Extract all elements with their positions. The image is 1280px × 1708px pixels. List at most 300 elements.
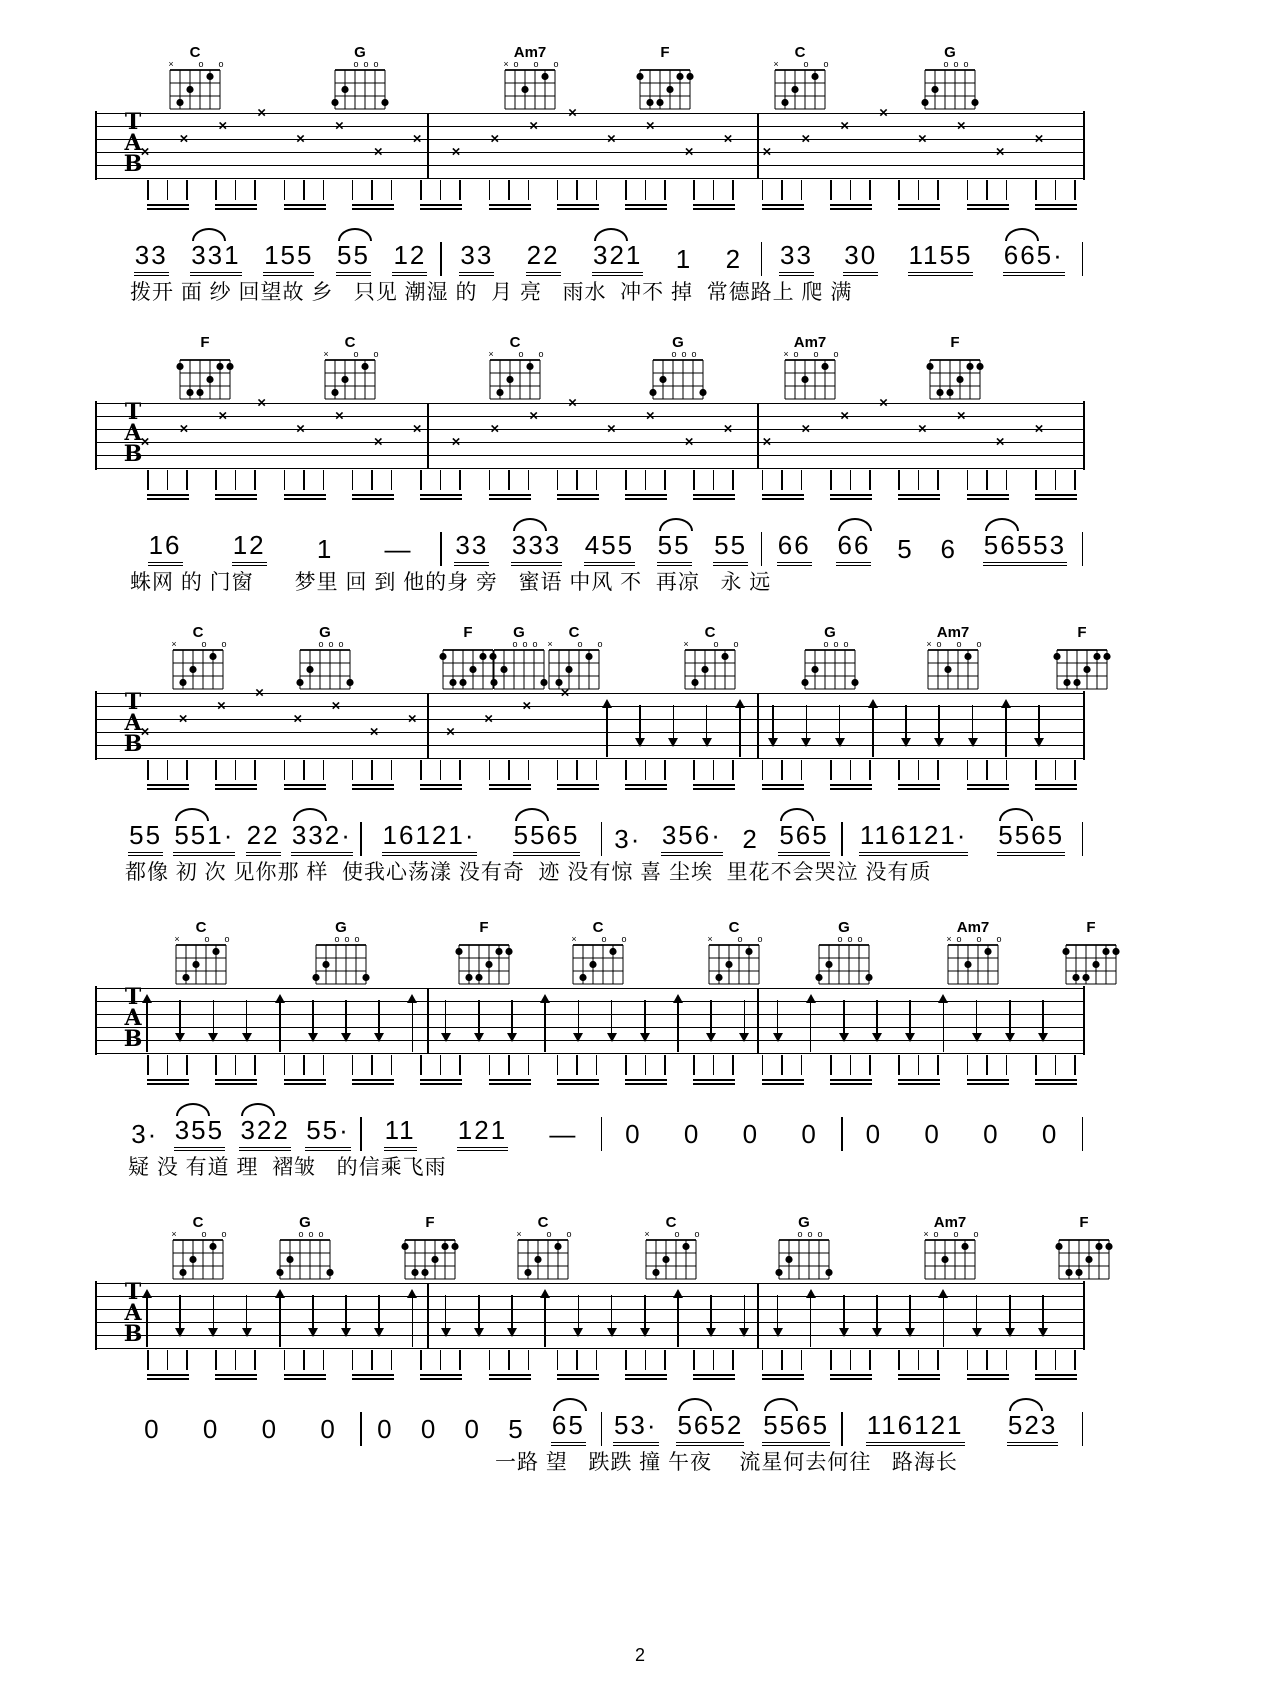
finger-dot (479, 653, 486, 660)
arrow-stem (611, 1000, 613, 1036)
muted-string-icon: × (783, 349, 789, 359)
chord-name-label: F (425, 1214, 435, 1231)
note-group: 455 (584, 530, 635, 566)
fretboard-grid (296, 649, 354, 691)
chord-name-label: C (728, 919, 740, 936)
finger-dot (1102, 948, 1109, 955)
string-markers (1062, 935, 1120, 944)
arrow-stem (744, 1295, 746, 1331)
beam-stem (869, 1350, 871, 1370)
note-group: 53· (613, 1410, 659, 1446)
note-group: 523 (1007, 1410, 1058, 1446)
tab-barline (757, 1283, 759, 1348)
beam-stem (1055, 180, 1057, 200)
note-group: 0 (261, 1414, 279, 1444)
beam-stem (596, 470, 598, 490)
finger-dot (331, 389, 338, 396)
beam-stem (508, 1055, 510, 1075)
cross-mark-icon: × (407, 710, 417, 728)
string-markers (926, 350, 984, 359)
tab-letter: B (123, 151, 143, 177)
strum-down-arrow-icon (702, 705, 712, 747)
beam-group (830, 180, 872, 210)
beam-group (762, 760, 804, 790)
tie-arc (515, 808, 549, 821)
tie-arc (985, 518, 1019, 531)
open-string-icon: o (318, 1229, 324, 1239)
beam-stem (596, 760, 598, 780)
lyrics-line: 疑 没 有道 理 褶皱 的信乘飞雨 (128, 1156, 447, 1179)
note-group: 65 (551, 1410, 586, 1446)
strum-down-arrow-icon (972, 1295, 982, 1337)
strum-up-arrow-icon (540, 1289, 550, 1347)
strum-down-arrow-icon (607, 1295, 617, 1337)
beam-group (557, 1350, 599, 1380)
staff-line (97, 1283, 1083, 1284)
tab-letter: A (124, 1005, 142, 1031)
open-string-icon: o (757, 934, 763, 944)
chord-row (95, 335, 1085, 401)
strum-down-arrow-icon (341, 1000, 351, 1042)
arrow-head-down (308, 1328, 318, 1337)
tab-barline (427, 988, 429, 1053)
beam-stem (918, 470, 920, 490)
fretboard-grid (501, 69, 559, 111)
beam-stem (508, 470, 510, 490)
note-group: 5652 (676, 1410, 744, 1446)
cross-mark-icon: × (373, 143, 383, 161)
string-markers (815, 935, 873, 944)
strum-down-arrow-icon (242, 1295, 252, 1337)
arrow-head-down (773, 1033, 783, 1042)
notation-measure (444, 240, 759, 276)
string-markers (944, 935, 1002, 944)
open-string-icon: o (943, 59, 949, 69)
open-string-icon: o (318, 639, 324, 649)
beam-stem (762, 1350, 764, 1370)
muted-string-icon: × (488, 349, 494, 359)
arrow-stem (706, 705, 708, 741)
finger-dot (691, 679, 698, 686)
finger-dot (451, 1243, 458, 1250)
string-markers (172, 935, 230, 944)
open-string-icon: o (694, 1229, 700, 1239)
tie-arc (176, 1103, 210, 1116)
arrow-head-up (673, 1289, 683, 1298)
arrow-stem (412, 1000, 414, 1052)
beam-stem (937, 180, 939, 200)
finger-dot (815, 974, 822, 981)
beam-group (147, 760, 189, 790)
strum-down-arrow-icon (208, 1295, 218, 1337)
beam-stem (420, 180, 422, 200)
arrow-head-down (1038, 1033, 1048, 1042)
arrow-head-down (835, 738, 845, 747)
tab-letter: A (124, 710, 142, 736)
chord-name-label: F (950, 334, 960, 351)
strum-down-arrow-icon (668, 705, 678, 747)
tie-arc (513, 518, 547, 531)
beam-stem (625, 180, 627, 200)
arrow-head-down (1038, 1328, 1048, 1337)
finger-dot (865, 974, 872, 981)
chord-name-label: G (838, 919, 850, 936)
beam-stem (215, 470, 217, 490)
beam-stem (440, 760, 442, 780)
cross-mark-icon: × (684, 143, 694, 161)
staff-line (97, 152, 1083, 153)
cross-mark-icon: × (522, 697, 532, 715)
string-markers (921, 1230, 979, 1239)
open-string-icon: o (546, 1229, 552, 1239)
beam-stem (664, 1350, 666, 1370)
beam-group (625, 180, 667, 210)
tab-letter: B (123, 1321, 143, 1347)
beam-stem (967, 1055, 969, 1075)
beam-stem (371, 470, 373, 490)
beam-group (489, 1055, 531, 1085)
arrow-head-down (507, 1033, 517, 1042)
string-markers (924, 640, 982, 649)
beam-stem (1035, 1055, 1037, 1075)
beam-stem (762, 760, 764, 780)
open-string-icon: o (621, 934, 627, 944)
finger-dot (946, 389, 953, 396)
arrow-head-up (540, 1289, 550, 1298)
beam-group (898, 470, 940, 500)
finger-dot (961, 1243, 968, 1250)
note-group: 155 (263, 240, 314, 276)
strum-down-arrow-icon (640, 1295, 650, 1337)
note-group: — (549, 1119, 578, 1149)
beam-stem (186, 760, 188, 780)
finger-dot (179, 679, 186, 686)
beam-group (967, 1055, 1009, 1085)
beam-group (693, 470, 735, 500)
open-string-icon: o (803, 59, 809, 69)
note-group: 33 (459, 240, 494, 276)
tab-staff (95, 684, 1085, 760)
arrow-stem (578, 1295, 580, 1331)
arrow-head-down (474, 1328, 484, 1337)
open-string-icon: o (538, 349, 544, 359)
cross-mark-icon: × (490, 420, 500, 438)
notation-measure (604, 1410, 839, 1446)
arrow-stem (179, 1000, 181, 1036)
beam-group (557, 470, 599, 500)
strum-down-arrow-icon (374, 1000, 384, 1042)
beam-stem (235, 760, 237, 780)
arrow-stem (644, 1295, 646, 1331)
beam-stem (284, 470, 286, 490)
tab-staff (95, 394, 1085, 470)
beam-group (215, 1055, 257, 1085)
tie-arc (553, 1398, 587, 1411)
finger-dot (801, 376, 808, 383)
string-markers (545, 640, 603, 649)
muted-string-icon: × (171, 639, 177, 649)
finger-dot (941, 1256, 948, 1263)
note-group: 66 (836, 530, 871, 566)
beam-stem (850, 1055, 852, 1075)
open-string-icon: o (996, 934, 1002, 944)
system-2 (95, 335, 1085, 596)
beam-stem (440, 470, 442, 490)
strum-down-arrow-icon (175, 1295, 185, 1337)
beam-stem (850, 760, 852, 780)
finger-dot (1073, 679, 1080, 686)
chord-name-label: C (568, 624, 580, 641)
note-group: 0 (865, 1119, 883, 1149)
notation-barline (440, 242, 442, 276)
open-string-icon: o (823, 59, 829, 69)
tab-letter: T (124, 984, 142, 1010)
beam-stem (215, 1055, 217, 1075)
finger-dot (662, 1256, 669, 1263)
beam-stem (850, 1350, 852, 1370)
notation-measure (604, 820, 839, 856)
arrow-stem (213, 1000, 215, 1036)
note-group: 55 (657, 530, 692, 566)
finger-dot (186, 86, 193, 93)
finger-dot (362, 974, 369, 981)
beam-stem (801, 470, 803, 490)
strum-down-arrow-icon (773, 1295, 783, 1337)
arrow-head-down (1005, 1033, 1015, 1042)
strum-down-arrow-icon (341, 1295, 351, 1337)
beam-group (898, 760, 940, 790)
string-markers (331, 60, 389, 69)
finger-dot (505, 948, 512, 955)
arrow-stem (578, 1000, 580, 1036)
notation-measure (604, 1119, 839, 1151)
arrow-head-up (1001, 699, 1011, 708)
notation-barline (601, 1412, 603, 1446)
arrow-head-down (242, 1033, 252, 1042)
beam-stem (235, 1350, 237, 1370)
note-group: 321 (592, 240, 643, 276)
finger-dot (646, 99, 653, 106)
staff-line (97, 758, 1083, 759)
arrow-head-down (242, 1328, 252, 1337)
notation-measure (845, 820, 1080, 856)
beam-stem (1055, 470, 1057, 490)
beam-stem (391, 470, 393, 490)
strum-up-arrow-icon (938, 1289, 948, 1347)
cross-mark-icon: × (607, 420, 616, 438)
finger-dot (1062, 948, 1069, 955)
string-markers (501, 60, 559, 69)
finger-dot (209, 653, 216, 660)
note-group: 55 (336, 240, 371, 276)
beam-stem (918, 760, 920, 780)
finger-dot (966, 363, 973, 370)
chord-name-label: G (335, 919, 347, 936)
chord-name-label: C (189, 44, 201, 61)
beam-stem (986, 1055, 988, 1075)
cross-mark-icon: × (216, 697, 226, 715)
string-markers (455, 935, 513, 944)
notation-barline (841, 822, 843, 856)
notation-measure (444, 530, 759, 566)
beam-group (284, 470, 326, 500)
beam-stem (693, 180, 695, 200)
notation-measure (364, 820, 599, 856)
string-markers (514, 1230, 572, 1239)
beam-stem (967, 470, 969, 490)
note-group: 66 (777, 530, 812, 566)
beam-group (898, 1350, 940, 1380)
beam-stem (167, 760, 169, 780)
chord-diagram (702, 920, 766, 986)
string-markers (276, 1230, 334, 1239)
beam-stem (967, 1350, 969, 1370)
fretboard-grid (1062, 944, 1120, 986)
beam-stem (801, 180, 803, 200)
beam-stem (147, 760, 149, 780)
finger-dot (312, 974, 319, 981)
cross-mark-icon: × (179, 420, 189, 438)
fretboard-grid (649, 359, 707, 401)
finger-dot (495, 948, 502, 955)
finger-dot (176, 99, 183, 106)
arrow-head-down (607, 1328, 617, 1337)
tie-arc (594, 228, 628, 241)
notation-barline (601, 822, 603, 856)
beam-group (352, 760, 394, 790)
arrow-head-up (602, 699, 612, 708)
arrow-head-down (668, 738, 678, 747)
arrow-head-down (773, 1328, 783, 1337)
beam-group (898, 1055, 940, 1085)
fretboard-grid (775, 1239, 833, 1281)
chord-row (95, 1214, 1089, 1281)
cross-mark-icon: × (412, 130, 422, 148)
arrow-stem (710, 1295, 712, 1331)
arrow-stem (710, 1000, 712, 1036)
arrow-head-down (702, 738, 712, 747)
muted-string-icon: × (926, 639, 932, 649)
cross-mark-icon: × (451, 433, 461, 451)
notation-barline (1082, 822, 1084, 856)
open-string-icon: o (843, 639, 849, 649)
arrow-head-down (905, 1033, 915, 1042)
chord-diagram (163, 45, 227, 111)
beam-stem (489, 1055, 491, 1075)
finger-dot (186, 389, 193, 396)
finger-dot (976, 363, 983, 370)
fretboard-grid (169, 649, 227, 691)
arrow-head-up (407, 994, 417, 1003)
open-string-icon: o (837, 934, 843, 944)
fretboard-grid (276, 1239, 334, 1281)
open-string-icon: o (354, 934, 360, 944)
arrow-head-down (640, 1328, 650, 1337)
fretboard-grid (490, 649, 548, 691)
cross-mark-icon: × (762, 143, 772, 161)
finger-dot (781, 99, 788, 106)
beam-stem (391, 1350, 393, 1370)
string-markers (921, 60, 979, 69)
open-string-icon: o (681, 349, 687, 359)
arrow-head-down (839, 1033, 849, 1042)
cross-mark-icon: × (529, 407, 539, 425)
note-group: 33 (779, 240, 814, 276)
finger-dot (326, 1269, 333, 1276)
beam-stem (391, 1055, 393, 1075)
finger-dot (801, 679, 808, 686)
cross-mark-icon: × (560, 684, 570, 702)
beam-stem (284, 1350, 286, 1370)
beam-stem (664, 180, 666, 200)
arrow-stem (644, 1000, 646, 1036)
beam-stem (254, 760, 256, 780)
beam-group (762, 1350, 804, 1380)
muted-string-icon: × (707, 934, 713, 944)
fretboard-grid (771, 69, 829, 111)
note-group: 116121· (859, 820, 969, 856)
finger-dot (636, 73, 643, 80)
tab-staff (95, 986, 1085, 1055)
beam-stem (1074, 470, 1076, 490)
chord-name-label: F (479, 919, 489, 936)
beam-stem (645, 470, 647, 490)
arrow-head-down (706, 1328, 716, 1337)
strum-up-arrow-icon (407, 1289, 417, 1347)
note-group: 55· (305, 1115, 351, 1151)
finger-dot (411, 1269, 418, 1276)
beam-stem (508, 760, 510, 780)
fretboard-grid (815, 944, 873, 986)
chord-name-label: C (665, 1214, 677, 1231)
string-markers (569, 935, 627, 944)
beam-stem (732, 1055, 734, 1075)
finger-dot (521, 86, 528, 93)
beam-stem (576, 1350, 578, 1370)
arrow-stem (843, 1000, 845, 1036)
arrow-stem (639, 705, 641, 741)
beam-group (284, 1055, 326, 1085)
beam-stem (323, 1350, 325, 1370)
beam-stem (254, 1055, 256, 1075)
beam-stem (459, 1350, 461, 1370)
finger-dot (652, 1269, 659, 1276)
chord-diagram (566, 920, 630, 986)
note-group: 3· (614, 824, 642, 854)
strum-up-arrow-icon (735, 699, 745, 757)
string-markers (486, 350, 544, 359)
tab-letter: T (124, 1279, 142, 1305)
beam-stem (1006, 1055, 1008, 1075)
finger-dot (554, 1243, 561, 1250)
arrow-stem (544, 1295, 546, 1347)
chord-diagram (1059, 920, 1123, 986)
chord-diagram (639, 1215, 703, 1281)
beam-stem (352, 470, 354, 490)
arrow-stem (1042, 1295, 1044, 1331)
beam-group (1035, 470, 1077, 500)
beam-stem (625, 1055, 627, 1075)
arrow-head-down (208, 1328, 218, 1337)
beam-stem (713, 470, 715, 490)
beam-group (693, 760, 735, 790)
beam-group (625, 470, 667, 500)
beam-group (830, 470, 872, 500)
beam-stem (391, 760, 393, 780)
strum-down-arrow-icon (835, 705, 845, 747)
lyrics-line: 拨开 面 纱 回望故 乡 只见 潮湿 的 月 亮 雨水 冲不 掉 常德路上 爬 满 (130, 281, 853, 304)
chord-name-label: G (944, 44, 956, 61)
